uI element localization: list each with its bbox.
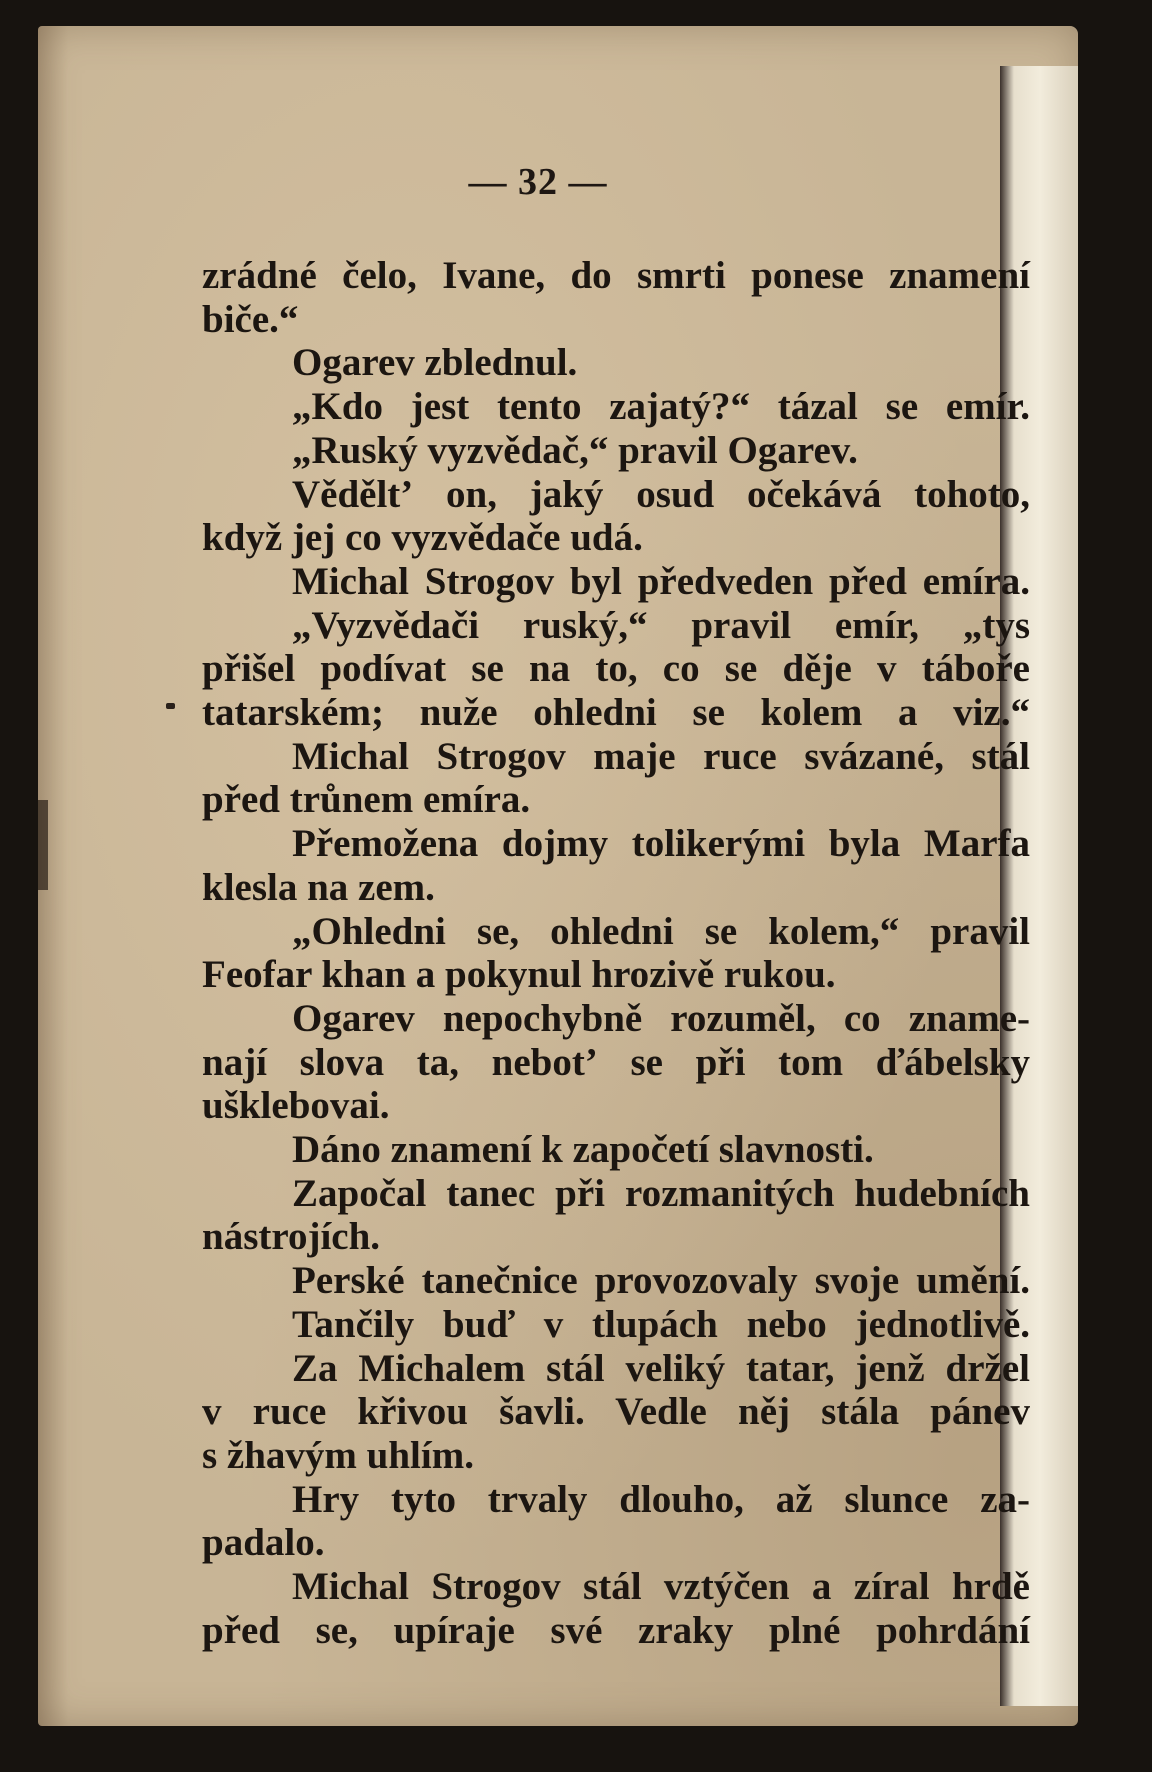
text-line: tatarském; nuže ohledni se kolem a viz.“ [202,691,1030,735]
text-line: „Vyzvědači ruský,“ pravil emír, „tys [292,603,1030,647]
text-line: přišel podívat se na to, co se děje v táboře [202,647,1030,691]
text-line: „Ruský vyzvědač,“ pravil Ogarev. [292,428,858,472]
text-line: Dáno znamení k započetí slavnosti. [292,1128,874,1172]
text-line: Ogarev zblednul. [292,341,578,385]
text-line: s žhavým uhlím. [202,1433,474,1477]
text-line: Věděltʼ on, jaký osud očekává tohoto, [292,472,1030,516]
text-line: Ogarev nepochybně rozuměl, co zname- [292,996,1030,1040]
text-line: ušklebovai. [202,1084,390,1128]
text-line: nástrojích. [202,1215,381,1259]
text-line: klesla na zem. [202,865,435,909]
body-text [202,254,1030,1653]
text-line: padalo. [202,1521,325,1565]
margin-mark [166,703,175,709]
text-line: v ruce křivou šavli. Vedle něj stála pánev [202,1390,1030,1434]
text-line: když jej co vyzvědače udá. [202,516,643,560]
text-line: nají slova ta, nebotʼ se při tom ďábelsky [202,1040,1030,1084]
text-line: před trůnem emíra. [202,778,531,822]
text-line: Za Michalem stál veliký tatar, jenž držel [292,1346,1030,1390]
text-line: Michal Strogov stál vztýčen a zíral hrdě [292,1565,1030,1609]
text-line: Feofar khan a pokynul hrozivě rukou. [202,953,836,997]
text-line: Tančily buď v tlupách nebo jednotlivě. [292,1302,1030,1346]
text-line: „Kdo jest tento zajatý?“ tázal se emír. [292,385,1030,429]
text-line: Michal Strogov maje ruce svázané, stál [292,734,1030,778]
text-line: Hry tyto trvaly dlouho, až slunce za- [292,1477,1030,1521]
text-line: biče.“ [202,297,299,341]
text-line: Perské tanečnice provozovaly svoje umění. [292,1259,1030,1303]
text-line: Přemožena dojmy tolikerými byla Marfa [292,822,1030,866]
text-line: „Ohledni se, ohledni se kolem,“ pravil [292,909,1030,953]
text-line: před se, upíraje své zraky plné pohrdání [202,1608,1030,1652]
text-line: zrádné čelo, Ivane, do smrti ponese znamení [202,254,1030,297]
binding-shadow [38,800,48,890]
text-line: Michal Strogov byl předveden před emíra. [292,559,1030,603]
page-number: — 32 — [468,161,608,203]
text-line: Započal tanec při rozmanitých hudebních [292,1171,1030,1215]
